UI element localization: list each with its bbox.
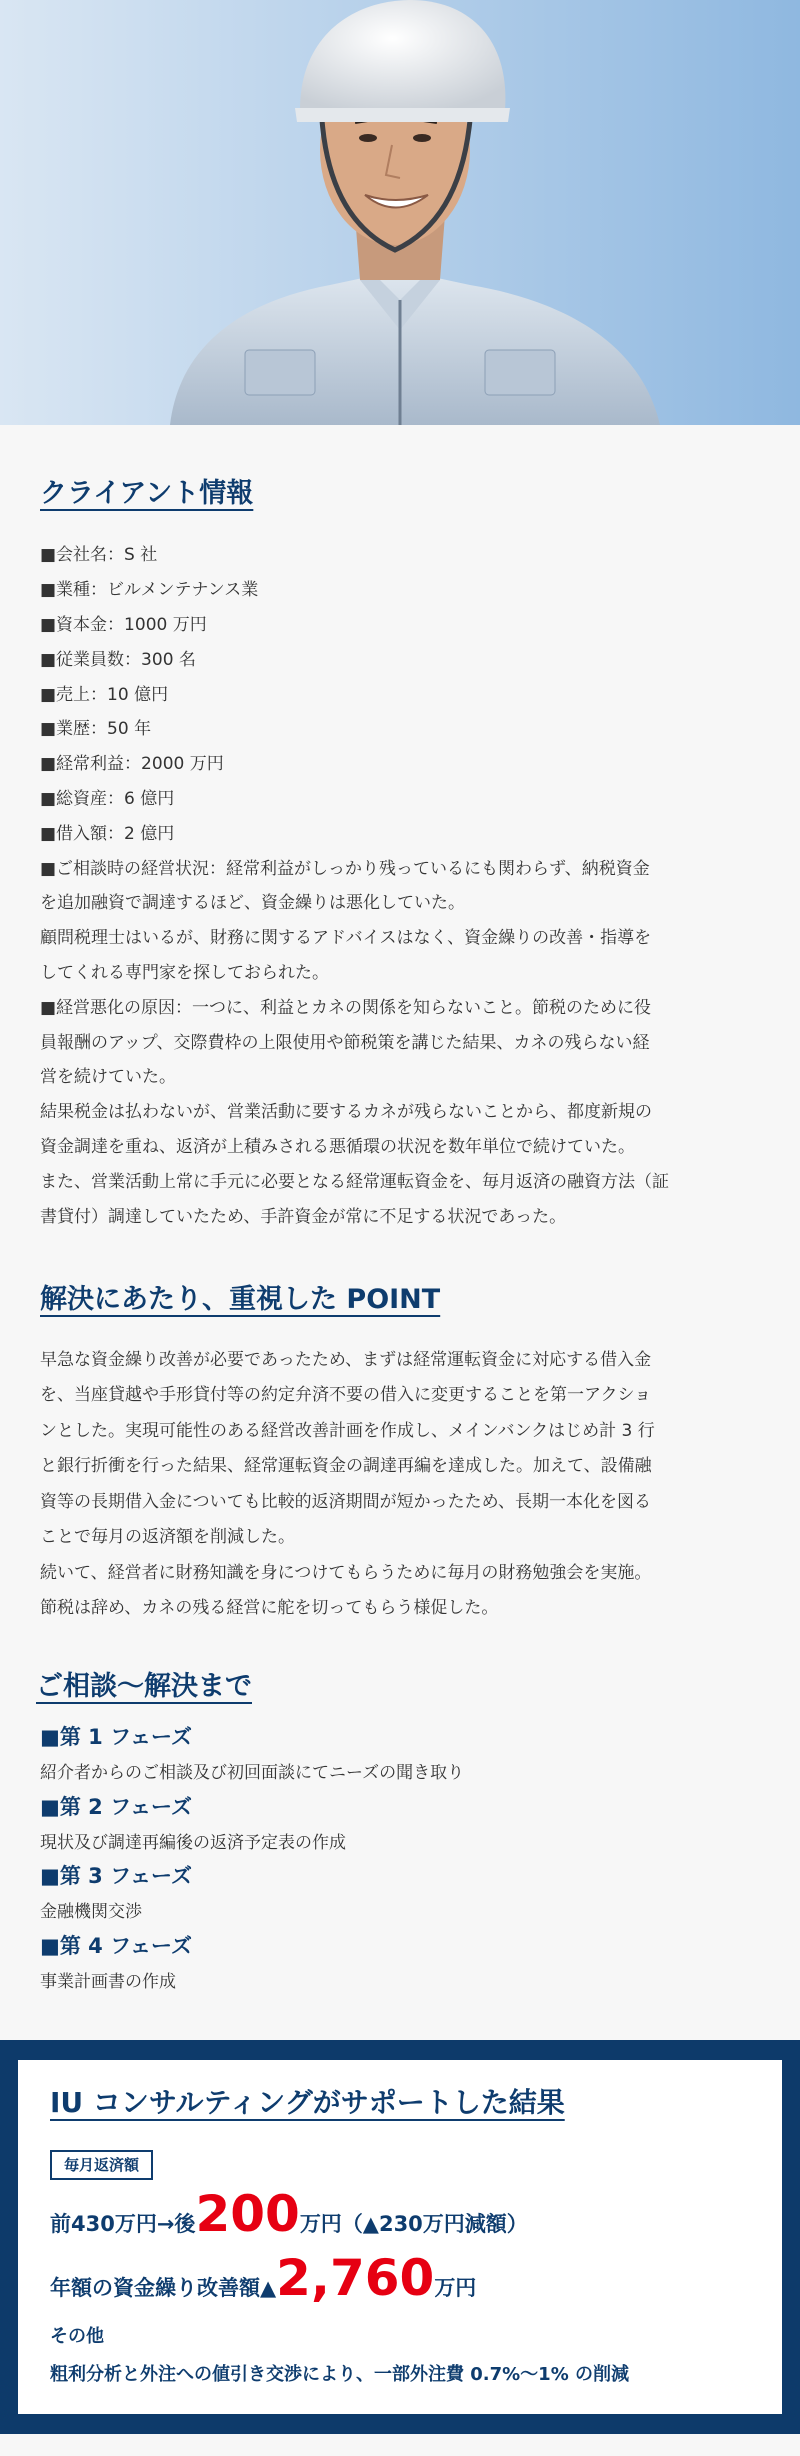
phase-description: 紹介者からのご相談及び初回面談にてニーズの聞き取り [40, 1763, 465, 1784]
annual-improvement-result [50, 2248, 752, 2308]
phase-heading: ■第 3 フェーズ [40, 1864, 192, 1889]
point-body [40, 1343, 760, 1627]
result-section [0, 2040, 800, 2434]
client-info-line: 書貸付）調達していたため、手許資金が常に不足する状況であった。 [40, 1206, 567, 1227]
line2-prefix: 年額の資金繰り改善額▲ [50, 2276, 277, 2301]
client-info-line: ■借入額：2 億円 [40, 823, 175, 844]
other-text: 粗利分析と外注への値引き交渉により、一部外注費 0.7%〜1% の削減 [50, 2364, 630, 2386]
monthly-repayment-badge: 毎月返済額 [50, 2150, 153, 2180]
phase-description: 事業計画書の作成 [40, 1972, 176, 1993]
client-info-line: ■業種：ビルメンテナンス業 [40, 580, 259, 601]
client-info-line: 員報酬のアップ、交際費枠の上限使用や節税策を講じた結果、カネの残らない経 [40, 1032, 650, 1053]
client-info-line: ■資本金：1000 万円 [40, 614, 207, 635]
client-info-title: クライアント情報 [40, 478, 254, 509]
point-line: 節税は辞め、カネの残る経営に舵を切ってもらう様促した。 [40, 1598, 499, 1619]
client-info-line: 営を続けていた。 [40, 1067, 176, 1088]
hero-image [0, 0, 800, 425]
line1-suffix: 万円（▲230万円減額） [299, 2212, 528, 2237]
point-line: 資等の長期借入金についても比較的返済期間が短かったため、長期一本化を図る [40, 1491, 651, 1512]
client-info-line: してくれる専門家を探しておられた。 [40, 962, 329, 983]
client-info-line: ■ご相談時の経営状況：経常利益がしっかり残っているにも関わらず、納税資金 [40, 858, 650, 879]
line2-suffix: 万円 [434, 2276, 477, 2301]
other-label: その他 [50, 2326, 104, 2348]
client-info-line: ■従業員数：300 名 [40, 649, 196, 670]
point-line: ことで毎月の返済額を削減した。 [40, 1527, 295, 1548]
phase-heading: ■第 1 フェーズ [40, 1725, 192, 1750]
phase-description: 現状及び調達再編後の返済予定表の作成 [40, 1832, 346, 1853]
monthly-repayment-result [50, 2184, 752, 2244]
line2-big-number: 2,760 [276, 2249, 435, 2308]
result-card [18, 2060, 782, 2414]
client-info-line: ■会社名：S 社 [40, 545, 158, 566]
point-line: を、当座貸越や手形貸付等の約定弁済不要の借入に変更することを第一アクショ [40, 1385, 652, 1406]
client-info-line: 資金調達を重ね、返済が上積みされる悪循環の状況を数年単位で続けていた。 [40, 1136, 635, 1157]
client-info-list [40, 538, 760, 1234]
consult-title: ご相談〜解決まで [36, 1670, 252, 1702]
point-line: 早急な資金繰り改善が必要であったため、まずは経常運転資金に対応する借入金 [40, 1349, 652, 1370]
client-info-line: ■経常利益：2000 万円 [40, 754, 224, 775]
worker-illustration [0, 0, 800, 425]
client-info-line: ■総資産：6 億円 [40, 788, 175, 809]
client-info-line: ■売上：10 億円 [40, 684, 169, 705]
point-title: 解決にあたり、重視した POINT [40, 1284, 441, 1316]
client-info-line: ■業歴：50 年 [40, 719, 152, 740]
point-line: ンとした。実現可能性のある経営改善計画を作成し、メインバンクはじめ計 3 行 [40, 1420, 655, 1441]
point-line: と銀行折衝を行った結果、経常運転資金の調達再編を達成した。加えて、設備融 [40, 1456, 652, 1477]
client-info-line: 結果税金は払わないが、営業活動に要するカネが残らないことから、都度新規の [40, 1102, 652, 1123]
client-info-line: を追加融資で調達するほど、資金繰りは悪化していた。 [40, 893, 465, 914]
phase-list [40, 1725, 760, 1992]
line1-big-number: 200 [195, 2185, 300, 2244]
client-info-line: 顧問税理士はいるが、財務に関するアドバイスはなく、資金繰りの改善・指導を [40, 928, 652, 949]
line1-prefix: 前430万円→後 [50, 2212, 196, 2237]
client-info-line: また、営業活動上常に手元に必要となる経常運転資金を、毎月返済の融資方法（証 [40, 1171, 669, 1192]
phase-description: 金融機関交渉 [40, 1902, 142, 1923]
result-title: IU コンサルティングがサポートした結果 [50, 2086, 565, 2120]
client-info-line: ■経営悪化の原因：一つに、利益とカネの関係を知らないこと。節税のために役 [40, 997, 652, 1018]
phase-heading: ■第 2 フェーズ [40, 1794, 192, 1819]
phase-heading: ■第 4 フェーズ [40, 1933, 192, 1958]
point-line: 続いて、経営者に財務知識を身につけてもらうために毎月の財務勉強会を実施。 [40, 1562, 652, 1583]
